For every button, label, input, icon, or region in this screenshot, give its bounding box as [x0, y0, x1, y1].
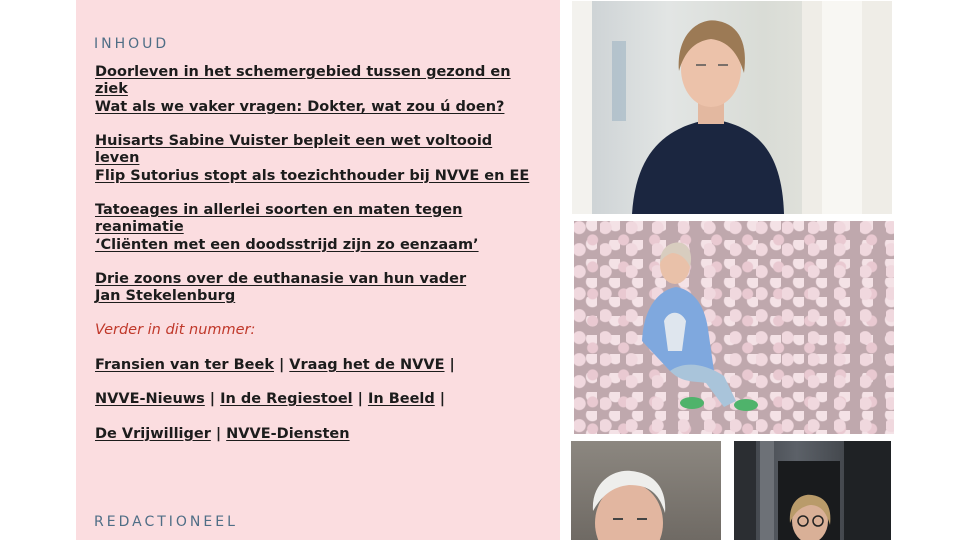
- petals-illustration: [574, 221, 894, 434]
- further-in-issue-label: Verder in dit nummer:: [95, 322, 256, 338]
- article-link-4[interactable]: Flip Sutorius stopt als toezichthouder bij NVVE en EE: [95, 168, 530, 184]
- further-link-regiestoel[interactable]: In de Regiestoel: [220, 391, 353, 407]
- article-link-2[interactable]: Wat als we vaker vragen: Dokter, wat zou ú doen?: [95, 99, 505, 115]
- article-link-3[interactable]: Huisarts Sabine Vuister bepleit een wet voltooid leven: [95, 133, 493, 166]
- further-row-1: [95, 357, 460, 373]
- separator: |: [278, 357, 285, 373]
- article-link-7[interactable]: Drie zoons over de euthanasie van hun vader Jan Stekelenburg: [95, 271, 467, 304]
- further-link-in-beeld[interactable]: In Beeld: [367, 391, 435, 407]
- further-link-volunteer[interactable]: De Vrijwilliger: [95, 426, 211, 442]
- photo-woman-in-window: [734, 441, 891, 540]
- separator: |: [357, 391, 363, 407]
- article-link-5[interactable]: Tatoeages in allerlei soorten en maten tegen reanimatie: [95, 202, 463, 235]
- window-illustration: [734, 441, 891, 540]
- further-row-3: [95, 426, 350, 442]
- further-link-column[interactable]: Fransien van ter Beek: [95, 357, 274, 373]
- further-link-ask-nvve[interactable]: Vraag het de NVVE: [289, 357, 445, 373]
- article-link-6[interactable]: ‘Cliënten met een doodsstrijd zijn zo eenzaam’: [95, 237, 479, 253]
- separator: |: [215, 426, 222, 442]
- man-illustration: [571, 441, 721, 540]
- separator: |: [449, 357, 455, 373]
- further-link-news[interactable]: NVVE-Nieuws: [95, 391, 205, 407]
- portrait-photo-older-man: [571, 441, 721, 540]
- separator: |: [439, 391, 446, 407]
- portrait-illustration: [572, 1, 892, 214]
- contents-heading: INHOUD: [94, 36, 170, 52]
- further-link-services[interactable]: NVVE-Diensten: [226, 426, 350, 442]
- editorial-heading: REDACTIONEEL: [94, 514, 238, 530]
- article-link-1[interactable]: Doorleven in het schemergebied tussen gezond en ziek: [95, 64, 511, 97]
- further-row-2: [95, 391, 450, 407]
- separator: |: [209, 391, 216, 407]
- portrait-photo-woman-hallway: [572, 1, 892, 214]
- photo-woman-magnolia-petals: [574, 221, 894, 434]
